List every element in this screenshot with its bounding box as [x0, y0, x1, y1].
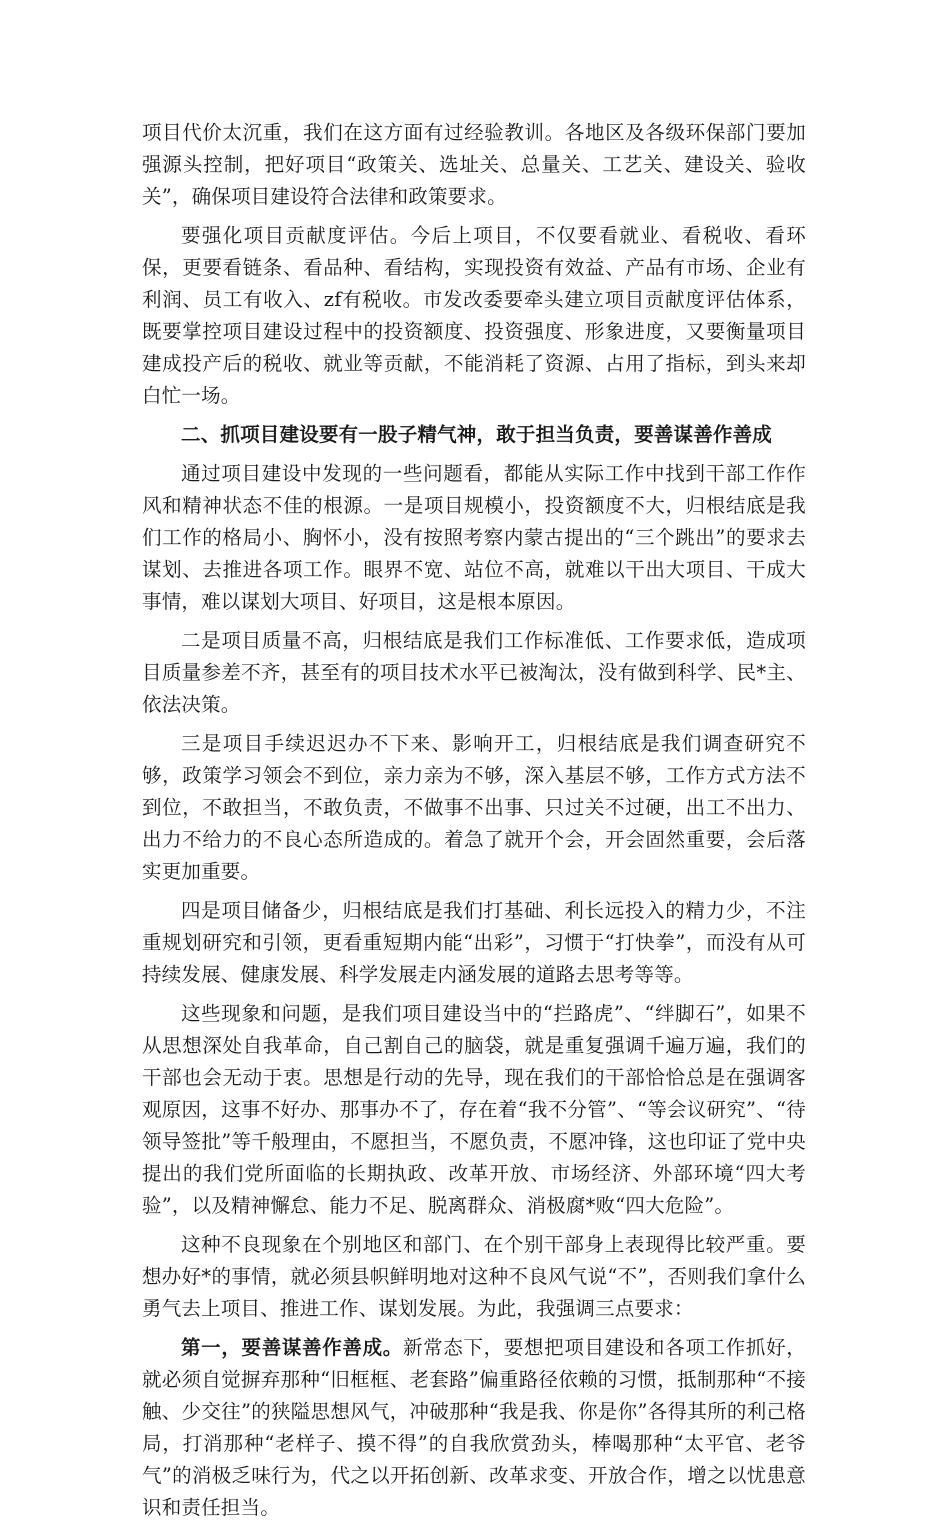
body-paragraph: 通过项目建设中发现的一些问题看，都能从实际工作中找到干部工作作风和精神状态不佳的根源。一是项目规模小，投资额度不大，归根结底是我们工作的格局小、胸怀小，没有按照考察内蒙古提出的“三个跳出”的要求去谋划、去推进各项工作。眼界不宽、站位不高，就难以干出大项目、干成大事情，难以谋划大项目、好项目，这是根本原因。 [142, 462, 806, 613]
paragraph-lead: 第一，要善谋善作善成。 [181, 1336, 403, 1359]
body-paragraph: 这些现象和问题，是我们项目建设当中的“拦路虎”、“绊脚石”，如果不从思想深处自我革命，自己割自己的脑袋，就是重复强调千遍万遍，我们的干部也会无动于衷。思想是行动的先导，现在我们的干部恰恰总是在强调客观原因，这事不好办、那事办不了，存在着“我不分管”、“等会议研究”、“待领导签批”等千般理由，不愿担当，不愿负责，不愿冲锋，这也印证了党中央提出的我们党所面临的长期执政、改革开放、市场经济、外部环境“四大考验”，以及精神懈怠、能力不足、脱离群众、消极腐*败“四大危险”。 [142, 1002, 806, 1217]
body-paragraph: 四是项目储备少，归根结底是我们打基础、利长远投入的精力少，不注重规划研究和引领，更看重短期内能“出彩”，习惯于“打快拳”，而没有从可持续发展、健康发展、科学发展走内涵发展的道路去思考等等。 [142, 899, 806, 986]
body-paragraph: 三是项目手续迟迟办不下来、影响开工，归根结底是我们调查研究不够，政策学习领会不到位，亲力亲为不够，深入基层不够，工作方式方法不到位，不敢担当，不敢负责，不做事不出事、只过关不过硬，出工不出力、出力不给力的不良心态所造成的。着急了就开个会，开会固然重要，会后落实更加重要。 [142, 732, 806, 883]
continuation-paragraph: 项目代价太沉重，我们在这方面有过经验教训。各地区及各级环保部门要加强源头控制，把好项目“政策关、选址关、总量关、工艺关、建设关、验收关”，确保项目建设符合法律和政策要求。 [142, 121, 806, 208]
document-page [142, 117, 806, 1531]
body-paragraph: 这种不良现象在个别地区和部门、在个别干部身上表现得比较严重。要想办好*的事情，就必须县帜鲜明地对这种不良风气说“不”，否则我们拿什么勇气去上项目、推进工作、谋划发展。为此，我强调三点要求： [142, 1233, 806, 1320]
section-heading: 二、抓项目建设要有一股子精气神，敢于担当负责，要善谋善作善成 [181, 423, 773, 446]
paragraph-body: 新常态下，要想把项目建设和各项工作抓好，就必须自觉摒弃那种“旧框框、老套路”偏重路径依赖的习惯，抵制那种“不接触、少交往”的狭隘思想风气，冲破那种“我是我、你是你”各得其所的利己格局，打消那种“老样子、摸不得”的自我欣赏劲头，棒喝那种“太平官、老爷气”的消极乏味行为，代之以开拓创新、改革求变、开放合作，增之以忧患意识和责任担当。 [142, 1336, 806, 1519]
body-paragraph: 要强化项目贡献度评估。今后上项目，不仅要看就业、看税收、看环保，更要看链条、看品种、看结构，实现投资有效益、产品有市场、企业有利润、员工有收入、zf有税收。市发改委要牵头建立项目贡献度评估体系，既要掌控项目建设过程中的投资额度、投资强度、形象进度，又要衡量项目建成投产后的税收、就业等贡献，不能消耗了资源、占用了指标，到头来却白忙一场。 [142, 224, 806, 407]
lead-paragraph [142, 1332, 806, 1524]
body-paragraph: 二是项目质量不高，归根结底是我们工作标准低、工作要求低，造成项目质量参差不齐，甚至有的项目技术水平已被淘汰，没有做到科学、民*主、依法决策。 [142, 629, 806, 716]
